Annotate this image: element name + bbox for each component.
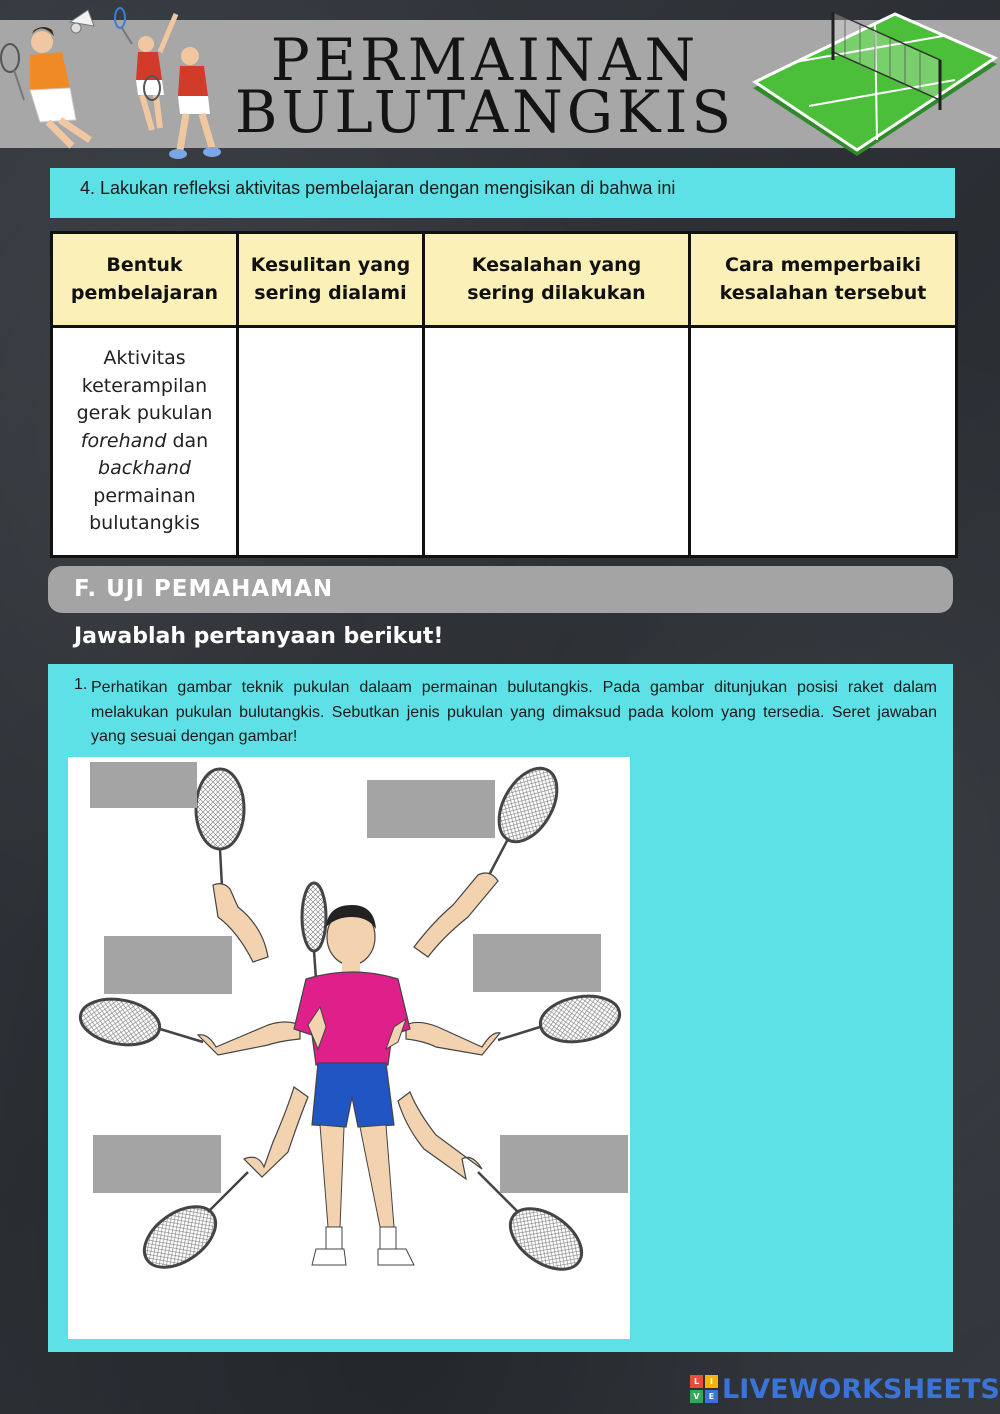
page-title-line2: BULUTANGKIS bbox=[234, 78, 736, 146]
table-header-kesalahan: Kesalahan yang sering dilakukan bbox=[424, 233, 690, 327]
racket-icon bbox=[196, 769, 268, 962]
activity-backhand: backhand bbox=[98, 457, 191, 480]
activity-and: dan bbox=[172, 429, 209, 452]
badminton-court-icon bbox=[745, 0, 1000, 170]
section-subtitle: Jawablah pertanyaan berikut! bbox=[74, 624, 444, 649]
table-row bbox=[52, 327, 957, 557]
table-header-kesulitan: Kesulitan yang sering dialami bbox=[238, 233, 424, 327]
table-header-cara: Cara memperbaiki kesalahan tersebut bbox=[690, 233, 957, 327]
logo-letter-l: L bbox=[690, 1375, 703, 1388]
answer-drop-box-3[interactable] bbox=[104, 936, 232, 994]
table-header-bentuk: Bentuk pembelajaran bbox=[52, 233, 238, 327]
answer-drop-box-4[interactable] bbox=[473, 934, 601, 992]
question-text: Perhatikan gambar teknik pukulan dalaam permainan bulutangkis. Pada gambar ditunjukan posisi raket dalam melakukan pukulan bulutangkis. Sebutkan jenis pukulan yang dimaksud pada kolom yang tersedia. Seret jawaban yang sesuai dengan gambar! bbox=[91, 679, 937, 745]
logo-letter-v: V bbox=[690, 1390, 703, 1403]
answer-cell-kesalahan[interactable] bbox=[424, 327, 690, 557]
answer-cell-cara[interactable] bbox=[690, 327, 957, 557]
liveworksheets-logo[interactable] bbox=[690, 1372, 1000, 1406]
answer-drop-box-2[interactable] bbox=[367, 780, 495, 838]
badminton-grip-figure bbox=[68, 757, 630, 1339]
instruction-text: 4. Lakukan refleksi aktivitas pembelajaran dengan mengisikan di bahwa ini bbox=[80, 178, 676, 198]
table-cell-activity bbox=[52, 327, 238, 557]
racket-icon bbox=[406, 990, 623, 1055]
activity-forehand: forehand bbox=[80, 429, 167, 452]
section-title: F. UJI PEMAHAMAN bbox=[74, 576, 334, 602]
page-title-line1: PERMAINAN bbox=[270, 26, 700, 94]
logo-text: LIVEWORKSHEETS bbox=[722, 1373, 1000, 1405]
racket-icon bbox=[77, 993, 300, 1055]
answer-drop-box-6[interactable] bbox=[500, 1135, 628, 1193]
answer-drop-box-5[interactable] bbox=[93, 1135, 221, 1193]
logo-letter-i: I bbox=[705, 1375, 718, 1388]
question-number: 1. bbox=[74, 676, 88, 693]
logo-letter-e: E bbox=[705, 1390, 718, 1403]
player-with-rackets-illustration bbox=[68, 757, 630, 1339]
center-player bbox=[294, 905, 414, 1265]
answer-drop-box-1[interactable] bbox=[90, 762, 197, 808]
activity-text: Aktivitas keterampilan gerak pukulan bbox=[76, 347, 213, 425]
liveworksheets-logo-icon bbox=[690, 1375, 718, 1403]
answer-cell-kesulitan[interactable] bbox=[238, 327, 424, 557]
reflection-table bbox=[50, 231, 958, 558]
activity-game: permainan bulutangkis bbox=[89, 484, 200, 535]
